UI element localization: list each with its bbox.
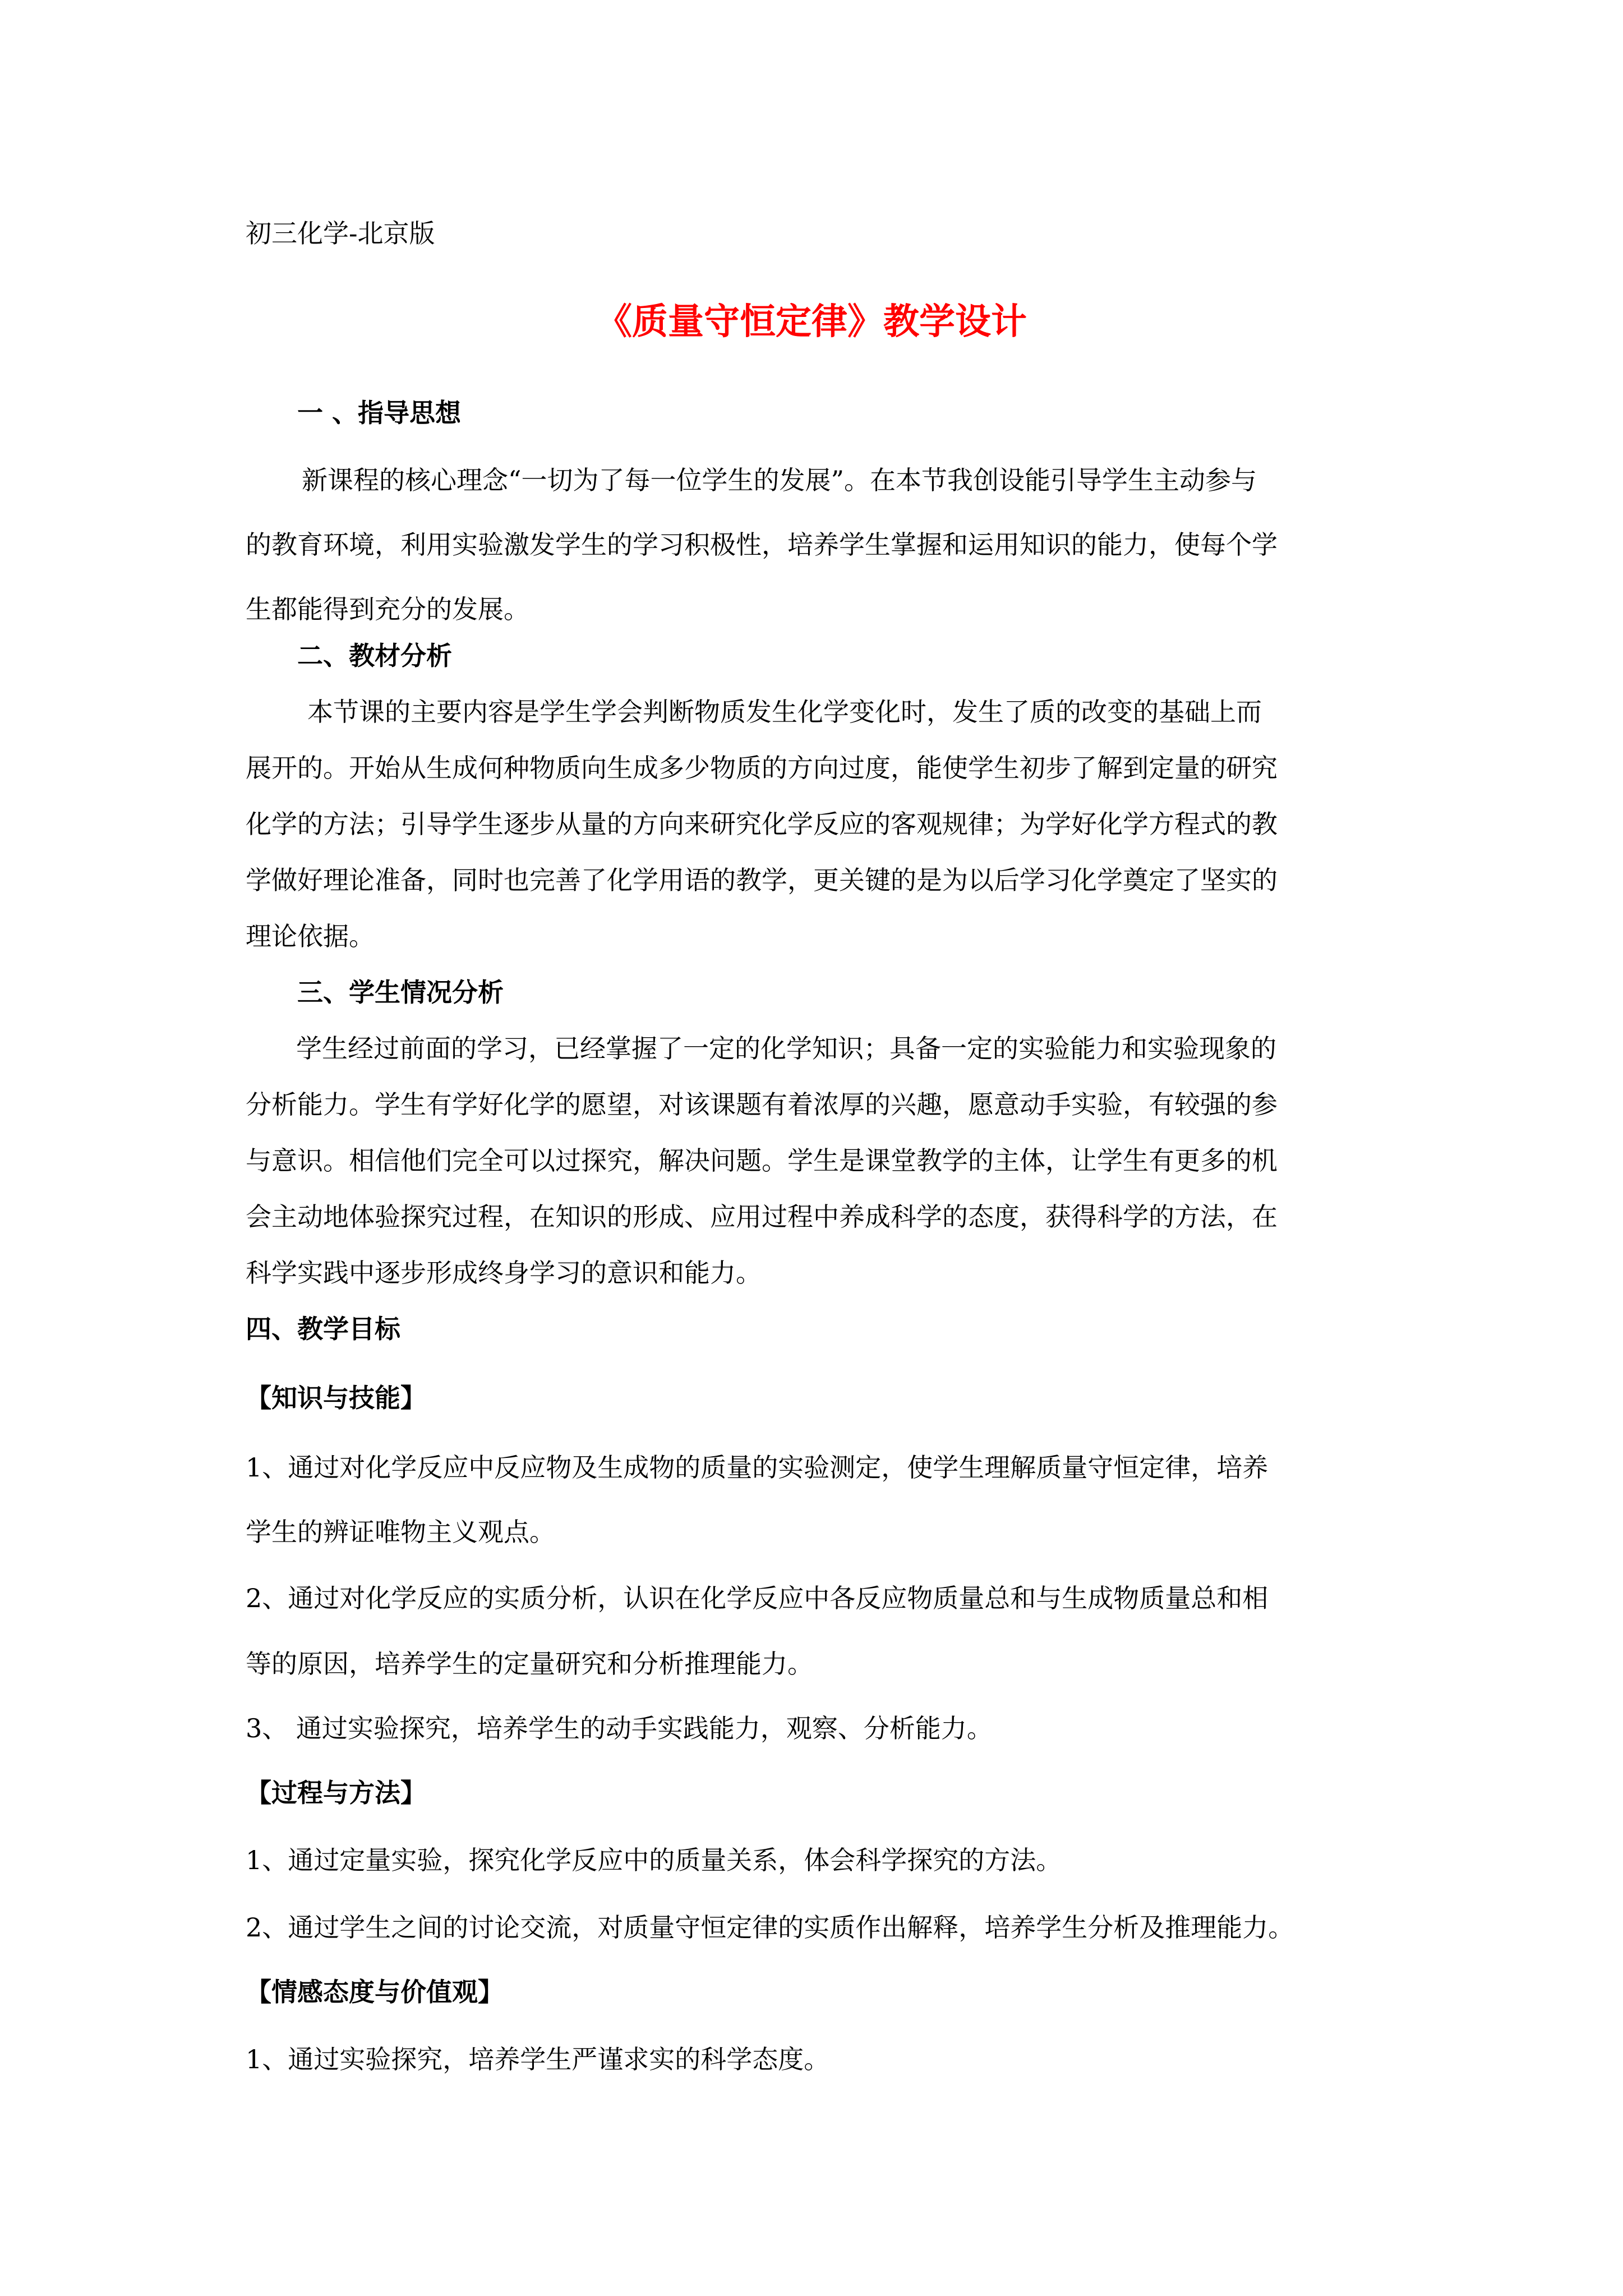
objective-line: 等的原因，培养学生的定量研究和分析推理能力。 [246,1649,813,1679]
objective-line: 1、通过对化学反应中反应物及生成物的质量的实验测定，使学生理解质量守恒定律，培养 [246,1452,1269,1483]
paragraph-line: 展开的。开始从生成何种物质向生成多少物质的方向过度，能使学生初步了解到定量的研究 [246,753,1278,783]
paragraph-line: 会主动地体验探究过程，在知识的形成、应用过程中养成科学的态度，获得科学的方法，在 [246,1202,1278,1232]
section-heading-textbook-analysis: 二、教材分析 [297,641,452,671]
objective-line: 1、通过定量实验，探究化学反应中的质量关系，体会科学探究的方法。 [246,1845,1062,1875]
subheading-process-methods: 【过程与方法】 [246,1778,426,1808]
subheading-emotion-values: 【情感态度与价值观】 [246,1977,504,2007]
paragraph-line: 分析能力。学生有学好化学的愿望，对该课题有着浓厚的兴趣，愿意动手实验，有较强的参 [246,1089,1278,1120]
objective-line: 3、 通过实验探究，培养学生的动手实践能力，观察、分析能力。 [246,1713,993,1743]
objective-line: 2、通过学生之间的讨论交流，对质量守恒定律的实质作出解释，培养学生分析及推理能力。 [246,1912,1294,1943]
paragraph-line: 学生经过前面的学习，已经掌握了一定的化学知识；具备一定的实验能力和实验现象的 [296,1033,1276,1064]
paragraph-line: 科学实践中逐步形成终身学习的意识和能力。 [246,1258,762,1288]
paragraph-line: 理论依据。 [246,921,375,951]
paragraph-line: 化学的方法；引导学生逐步从量的方向来研究化学反应的客观规律；为学好化学方程式的教 [246,809,1278,839]
paragraph-line: 生都能得到充分的发展。 [246,594,529,624]
section-heading-student-analysis: 三、学生情况分析 [297,977,504,1007]
paragraph-line: 与意识。相信他们完全可以过探究，解决问题。学生是课堂教学的主体，让学生有更多的机 [246,1145,1278,1176]
objective-line: 学生的辨证唯物主义观点。 [246,1517,555,1547]
paragraph-line: 新课程的核心理念“一切为了每一位学生的发展”。在本节我创设能引导学生主动参与 [302,465,1257,495]
objective-line: 1、通过实验探究，培养学生严谨求实的科学态度。 [246,2044,830,2074]
section-heading-guiding-ideology: 一 、指导思想 [297,398,462,428]
paragraph-line: 本节课的主要内容是学生学会判断物质发生化学变化时，发生了质的改变的基础上而 [307,697,1262,727]
section-heading-teaching-objectives: 四、教学目标 [246,1314,400,1344]
paragraph-line: 学做好理论准备，同时也完善了化学用语的教学，更关键的是为以后学习化学奠定了坚实的 [246,865,1278,895]
objective-line: 2、通过对化学反应的实质分析，认识在化学反应中各反应物质量总和与生成物质量总和相 [246,1583,1269,1613]
document-header: 初三化学-北京版 [246,218,435,249]
subheading-knowledge-skills: 【知识与技能】 [246,1383,426,1413]
document-title: 《质量守恒定律》教学设计 [596,301,1027,343]
paragraph-line: 的教育环境，利用实验激发学生的学习积极性，培养学生掌握和运用知识的能力，使每个学 [246,530,1278,560]
